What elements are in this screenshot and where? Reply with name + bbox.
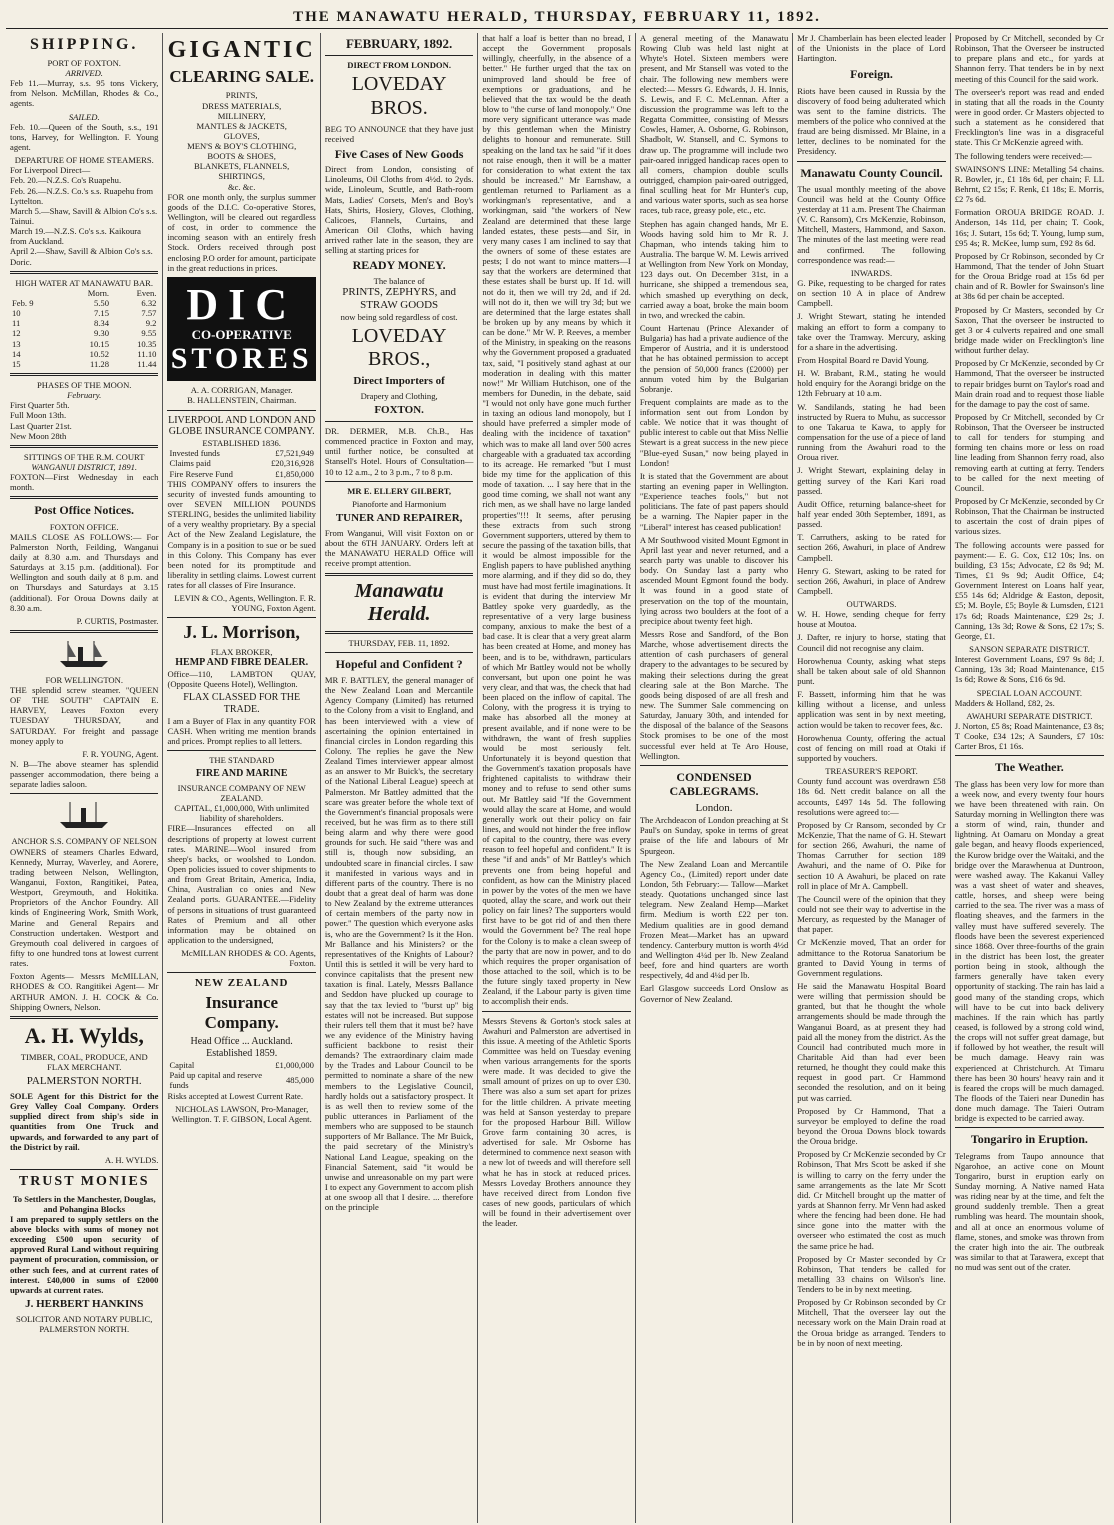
awahuri-title: AWAHURI SEPARATE DISTRICT.	[966, 710, 1093, 721]
cable-item: Earl Glasgow succeeds Lord Onslow as Governor of New Zealand.	[639, 983, 789, 1004]
table-cell: Fire Reserve Fund	[169, 468, 233, 479]
divider	[167, 972, 315, 973]
loveday-title: LOVEDAY BROS.	[351, 73, 447, 120]
herald-date: THURSDAY, FEB. 11, 1892.	[348, 637, 450, 648]
nz-title: NEW ZEALAND	[194, 977, 289, 990]
herald-title: Manawatu Herald.	[354, 579, 444, 626]
council-title: Manawatu County Council.	[800, 165, 943, 180]
resolution: Proposed by Cr McKenzie, seconded by Cr Robinson, That the Chairman be instructed to ascertain the cost of drain pipes of various sizes.	[954, 496, 1105, 537]
table-cell: 15	[12, 358, 21, 369]
trust-sub: To Settlers in the Manchester, Douglas, and Pohangina Blocks	[12, 1193, 156, 1214]
wellington-text: THE splendid screw steamer. "QUEEN OF THE SOUTH" CAPTAIN E. HARVEY, Leaves Foxton every TUESDAY THURSDAY, and SATURDAY. For freight and passage money apply to	[10, 685, 159, 746]
cable-item: The New Zealand Loan and Mercantile Agency Co., (Limited) report under date London, 5th February:— Tallow—Market steady. Quotations unchanged since last telegram. New Zealand Hemp—Market firm. Medium is worth £22 per ton. Medium qualities are in good demand Frozen Meat—Market has an upward tendency. Canterbury mutton is worth 4½d and Wellington 4¼d per lb. New Zealand beef, fore and hind quarters are worth respectively, 4d and 4¼d per lb.	[639, 858, 789, 981]
treasurer-text: County fund account was overdrawn £58 18s 6d. Nett credit balance on all the accounts, £497 14s 5d. The following resolutions were agreed to:—	[797, 776, 946, 817]
port-line: PORT OF FOXTON.	[47, 57, 121, 68]
outwards-item: J. Dafter, re injury to horse, stating that Council did not recognise any claim.	[797, 632, 946, 653]
foreign-text: Riots have been caused in Russia by the discovery of food being adulterated which was sent to the famine districts. The members of the police who connived at the fraud are being dismissed. Mr Blaine, in a letter, declines to be nominated for the Presidency.	[797, 85, 946, 157]
table-row	[10, 298, 158, 308]
table-cell: 10.15	[89, 338, 110, 349]
standard-capital: CAPITAL, £1,000,000, With unlimited liability of shareholders.	[174, 803, 309, 824]
wellington-title: FOR WELLINGTON.	[45, 674, 123, 685]
table-row	[167, 458, 315, 468]
table-cell: Morn.	[87, 287, 110, 298]
cases-title: Five Cases of New Goods	[334, 146, 464, 161]
steamship-icon	[56, 798, 112, 832]
table-cell: 7.15	[93, 308, 110, 319]
resolution: Proposed by Cr Masters, seconded by Cr Saxon, That the overseer be instructed to get 3 or 4 culverts repaired and one small bridge made wider on Frecklington's line without further delay.	[954, 304, 1105, 356]
departure-item: For Liverpool Direct—	[10, 165, 91, 176]
correspondence-item: Audit Office, returning balance-sheet for half year ended 30th September, 1891, as passed.	[797, 498, 946, 530]
sale-item: DRESS MATERIALS,	[202, 100, 282, 111]
table-cell: Capital	[169, 1060, 195, 1071]
morrison-sub1: FLAX BROKER,	[210, 646, 273, 657]
moon-month: February.	[67, 390, 102, 401]
tongariro-title: Tongariro in Eruption.	[970, 1132, 1088, 1147]
nz-sign: NICHOLAS LAWSON, Pro-Manager, Wellington. T. F. GIBSON, Local Agent.	[171, 1103, 312, 1124]
correspondence-item: W. Sandilands, stating he had been instructed by Ruera to Muhu, as successor to one Takarua te Kawa, to apply for compensation for the use of a piece of land running from the Awahuri road to the Oroua river.	[797, 401, 946, 463]
correspondence-item: From Hospital Board re David Young.	[797, 354, 929, 365]
liverpool-est: ESTABLISHED 1836.	[202, 438, 281, 449]
flax-text: I am a Buyer of Flax in any quantity FOR CASH. When writing me mention brands and prices. Prompt replies to all letters.	[167, 715, 316, 746]
condensed-title: CONDENSED CABLEGRAMS.	[669, 769, 759, 798]
regatta-text: A general meeting of the Manawatu Rowing Club was held last night at Whyte's Hotel. Sixteen members were present, and Mr Stansell was voted to the chair. The following new members were elected:— Messrs G. Edwards, J. H. Innis, S. Lewis, and F. C. McLennan. After a discussion the programme was left to the Regatta Committee, consisting of Messrs Cowles, Hamer, A. Osborne, G. Robinson, Shadbolt, W. Stansell, and C. Symons to draw up. The programme will include two pair-oared inrigged handicap races open to all comers, champion double sculls outrigged, champion pair-oared outrigged, final sculling heat for Mr Hunter's cup, and various water sports, such as sea horse races, tub race, greasy pole, etc., etc.	[639, 33, 789, 216]
tender-item: Formation OROUA BRIDGE ROAD. J. Anderson, 14s 11d, per chain; T. Cook, 16s; J. Sutart, 15s 6d; T. Young, lump sum, £95 4s; R. McKee, lump sum, £92 8s 6d.	[954, 207, 1105, 248]
table-cell: 11.28	[89, 358, 110, 369]
table-row	[167, 448, 315, 458]
local-notes: Messrs Stevens & Gorton's stock sales at Awahuri and Palmerston are advertised in this issue. A meeting of the Athletic Sports Committee was held on Tuesday evening when various arrangements for the sports were made. It was decided to give the small amount of prizes on up to over £30. There was also a sum set apart for prizes for the little children. A private meeting was held at Sanson yesterday to prepare for the proposed Harbour Bill. Willow Grove farm containing 30 acres, is advertised for sale. Mr Osborne has determined to commence next season with a new lot of tweeds and will therefore sell what he has in stock at reduced prices. Messrs Loveday Brothers announce they have received direct from London five cases of new goods, particulars of which will be found in their advertisement over the leader.	[482, 1015, 631, 1229]
doctor-text: DR. DERMER, M.B. Ch.B., Has commenced practice in Foxton and may, until further notice, be consulted at Stansell's Hotel. Hours of Consultation—10 to 12 a.m., 2 to 3 p.m., 7 to 8 p.m.	[324, 426, 474, 477]
loveday-title-2: LOVEDAY BROS.,	[351, 324, 447, 371]
column-5	[636, 33, 793, 1523]
treasurer-label: TREASURER'S REPORT.	[825, 766, 918, 777]
divider	[325, 421, 473, 422]
hope-title: Hopeful and Confident ?	[335, 656, 463, 671]
sold-text: now being sold regardless of cost.	[340, 311, 458, 322]
court-sub: WANGANUI DISTRICT, 1891.	[31, 461, 138, 472]
feb-title: FEBRUARY, 1892.	[345, 36, 453, 51]
gilbert-title: MR E. ELLERY GILBERT,	[347, 485, 451, 496]
sale-subtitle: CLEARING SALE.	[169, 67, 314, 87]
correspondence-item: T. Carruthers, asking to be rated for section 266, Awahuri, in place of Andrew Campbell.	[797, 532, 946, 563]
nz-office: Head Office ... Auckland. Established 1859.	[190, 1036, 293, 1060]
government-text: It is stated that the Government are about starting an evening paper in Wellington. "Experience teaches fools," but not politicians. The fate of past papers should be a warning. The Napier paper in the "Liberal" interest has ceased publication!	[639, 470, 789, 532]
table-cell: Feb. 9	[12, 297, 34, 308]
column-1	[6, 33, 163, 1523]
divider	[10, 1169, 158, 1170]
standard-sub2: INSURANCE COMPANY OF NEW ZEALAND.	[177, 782, 306, 804]
divider	[10, 271, 158, 274]
column-7	[951, 33, 1108, 1523]
table-cell: 10	[12, 308, 21, 319]
table-row	[10, 359, 158, 369]
table-cell: £1,000,000	[275, 1060, 314, 1071]
sanson-text: Interest Government Loans, £97 9s 8d; J. Canning, 13s 3d; Road Maintenance, £15 1s 6d; Rowe & Sons, £16 6s 9d.	[954, 654, 1105, 685]
sale-item: GLOVES,	[223, 130, 260, 141]
special-text: Madders & Holland, £82, 2s.	[954, 697, 1055, 708]
divider	[10, 496, 158, 499]
nz-table	[167, 1060, 315, 1090]
divider	[167, 750, 315, 751]
trust-text: I am prepared to supply settlers on the above blocks with sums of money not exceeding £500 upon security of approved Rural Land without requiring payment of procuration, commission, or other such fees, and at current rates of interest. £40,000 in sums of £2000 upwards at current rates.	[10, 1213, 159, 1295]
table-cell: 9.2	[145, 318, 157, 329]
dic-logo-stores: STORES	[170, 342, 313, 376]
tuner-text: From Wanganui, Will visit Foxton on or about the 6TH JANUARY. Orders left at the MANAWATU HERALD Office will receive prompt attention.	[324, 527, 474, 569]
divider	[10, 1016, 158, 1019]
departure-item: March 5.—Shaw, Savill & Albion Co's s.s. Tainui.	[10, 205, 158, 226]
liverpool-sign: LEVIN & CO., Agents, Wellington. F. R. YOUNG, Foxton Agent.	[174, 593, 316, 614]
liverpool-table	[167, 448, 315, 478]
outwards-item: Horowhenua County, offering the actual cost of fencing on mill road at Otaki if supported by vouchers.	[797, 732, 946, 764]
tuner: TUNER AND REPAIRER,	[335, 511, 463, 524]
sale-item: MILLINERY,	[217, 110, 266, 121]
post-text: MAILS CLOSE AS FOLLOWS:— For Palmerston North, Feilding, Wanganui daily at 8.30 a.m. and Thursdays and Saturdays at 3.15 p.m. (additional). For Wellington and south daily at 8 p.m. and on Thursdays and Saturdays at 3.15 (additional). For Oroua Downs daily at 8.30 a.m.	[10, 531, 159, 613]
cable-text: Frequent complaints are made as to the information sent out from London by cable. We notice that it was thought of public interest to cable out that Miss Nellie Stewart is a great success in the new piece "Blue-eyed Susan," now being played in London!	[639, 396, 789, 468]
standard-text: FIRE—Insurances effected on all descriptions of property at lowest current rates. MARINE—Wool insured from sheep's backs, or woolshed to London. Open policies issued to cover shipments to and from Great Britain, America, India, China, Australian co onies and New Zealand ports. GUARANTEE.—Fidelity of persons in situations of trust guaranteed Rates of Premium and all other information may be obtained on application to the undersigned,	[167, 823, 316, 945]
table-row	[167, 469, 315, 479]
wylds-text: SOLE Agent for this District for the Grey Valley Coal Company. Orders supplied direct from ship's side in quantities from One Truck and upwards, and forwarded to any part of the District by rail.	[10, 1091, 159, 1152]
dic-logo	[167, 277, 315, 381]
table-cell: 11.10	[137, 348, 157, 359]
table-cell: Even.	[136, 287, 157, 298]
unionist-text: Mr J. Chamberlain has been elected leader of the Unionists in the place of Lord Hartington.	[797, 33, 946, 64]
table-cell	[10, 288, 61, 298]
table-cell: 10.35	[137, 338, 157, 349]
table-cell: Invested funds	[169, 448, 220, 459]
divider	[325, 573, 473, 576]
table-row	[10, 288, 158, 298]
wellington-sign: F. R. YOUNG, Agent.	[82, 748, 159, 759]
divider	[325, 652, 473, 653]
departure-item: Feb. 26.—N.Z.S. Co.'s s.s. Ruapehu from Lyttelton.	[10, 185, 154, 206]
post-sign: P. CURTIS, Postmaster.	[76, 615, 159, 626]
sanson-title: SANSON SEPARATE DISTRICT.	[969, 644, 1090, 655]
moon-title: PHASES OF THE MOON.	[37, 379, 132, 390]
table-cell: 485,000	[285, 1075, 314, 1086]
hankins-title: J. HERBERT HANKINS	[25, 1297, 144, 1310]
outwards-item: F. Bassett, informing him that he was killing without a license, and unless application was sent in by next meeting, action would be taken to recover fees, &c.	[797, 689, 946, 730]
divider	[482, 1011, 630, 1012]
table-row	[10, 308, 158, 318]
sailed-label: SAILED.	[68, 111, 100, 122]
table-cell: £20,316,928	[270, 458, 314, 469]
table-cell: £7,521,949	[275, 448, 314, 459]
table-cell: 11	[12, 318, 21, 329]
standard-title: THE STANDARD	[209, 754, 275, 765]
anchor-text: OWNERS of steamers Charles Edward, Kennedy, Murray, Waverley, and Aorere, trading between Nelson, Wellington, Wanganui, Foxton, Rangitikei, Patea, Westport, Greymouth, and Hokitika. Proprietors of the Anchor Foundry. All kinds of Engineering Work, Smith Work, Marine and General Repairs and Construction undertaken. Westport and Greymouth coal delivered in cargoes of fifty to one hundred tons at lowest current rates.	[10, 846, 159, 969]
resolution: He said the Manawatu Hospital Board were willing that permission should be granted, but that he thought the whole arrangements should be made through the Wanganui Board, as at present they had paid all the money from the district. As the Council had contributed much more in Charitable Aid than had ever been returned, he thought they could make this request in good part. Cr Hammond seconded the resolution, and on it being put was carried.	[797, 980, 946, 1103]
court-title: SITTINGS OF THE R.M. COURT	[23, 451, 145, 462]
sale-item: &c. &c.	[227, 181, 256, 192]
foxton: FOXTON.	[374, 404, 424, 417]
departure-title: DEPARTURE OF HOME STEAMERS.	[14, 155, 154, 166]
column-6	[793, 33, 950, 1523]
divider	[797, 161, 945, 162]
columns	[6, 33, 1108, 1523]
bon-marche-text: Messrs Rose and Sandford, of the Bon Marche, whose advertisement directs the attention of cash purchasers of general drapery to the advantages to be secured by making their selections during the great clearing sale at the Bon Marche. The goods being disposed of are all fresh and new. The Summer Sale commencing on Saturday, January 30th, and intended for the disposal of the balance of the Seasons Stock promises to be one of the most successful ever held at Te Aro House, Wellington.	[639, 629, 789, 761]
loveday-text: BEG TO ANNOUNCE that they have just received	[324, 123, 474, 144]
weather-text: The glass has been very low for more than a week now, and every twenty four hours we have been threatened with rain. On Saturday morning in Wellington there was a storm of wind, rain, thunder and lightning. At Oamaru on Monday a great gale began, and heavy floods experienced, the Kurow bridge over the Waitaki, and the bridge over the Marawhenua at Duntroon, were washed away. The Kakanui Valley was a vast sheet of water and sheaves, cattle, horses, and sheep were being carried to the sea. The river was a mass of floating sheaves, and the farmers in the valley must have suffered severely. The floods have been the severest experienced since 1868. Over three-fourths of the grain in the district has been lost, the greater portion being in stook, although the farmers generally have taken every opportunity of stacking. The rain has laid a good many of the standing crops, which will have to be cut into back delivery machines. If the rain which has partly ceased, is followed by a strong cold wind, the crops will not suffer great damage, but if followed by hot weather, the result will be much damage. Heavy rain was experienced at Christchurch. At Timaru there has been 30 hours' heavy rain and it is feared the crops will be much damaged. The floods of the Taieri near Dunedin has done much damage. The Taieri Outram bridge is expected to be carried away.	[954, 778, 1105, 1124]
divider	[10, 373, 158, 376]
flax-title: FLAX CLASSED FOR THE TRADE.	[183, 691, 301, 715]
resolution: Proposed by Cr Robinson, seconded by Cr Hammond, That the tender of John Stuart for the Oroua Bridge road at 15s 6d per chain and of R. Bowler for Swainson's line at 38s 6d per chain be accepted.	[954, 250, 1105, 302]
liverpool-title: LIVERPOOL AND LONDON AND GLOBE INSURANCE COMPANY.	[168, 414, 316, 438]
sale-item: SHIRTINGS,	[218, 171, 265, 182]
wylds-title: A. H. Wylds,	[24, 1022, 144, 1048]
morrison-sub2: HEMP AND FIBRE DEALER.	[175, 656, 309, 668]
standard-sub: FIRE AND MARINE	[195, 768, 288, 780]
article-text: MR F. BATTLEY, the general manager of the New Zealand Loan and Mercantile Agency Company (Limited) has returned to the Colony from a visit to England, and has been interviewed with a view of ascertaining the opinion entertained in financial circles in London regarding this Colony. The replies he gave the New Zealand Times interviewer appear almost as an answer to Mr Buick's, the secretary of the National Liberal League) speech at Palmerston. Mr Battley admitted that the scare was greater before the whole text of the Government's financial proposals were received, but he was firm as to there still being alarm and why there were good grounds for such. He said "there was and still is, though now subsiding, an undoubted scare in financial circles. I saw it manifested in various ways and in different parts of the country. There is no doubt that a great deal of harm was done to New Zealand by the extreme utterances of certain members of the party now in power." The question which everyone asks is, who are the Government? Is it the Hon. Mr Ballance and his Ministers? or the representatives of the Knights of Labour? Until this is settled it will be very hard to convince capitalists that the present new taxation is final. Lately, Messrs Ballance and Seddon have plucked up courage to say that the tax levied to "burst up" big estates will not be increased. But suppose their rulers tell them that it must be? have we any evidence of the Ministry having sufficient backbone to resist their demands? The extraordinary claim made by the Trades and Labour Council to be permitted to nominate a share of the new members to the Legislative Council, hardly holds out a satisfactory prospect. It is as well then to review some of the public utterances in Parliament of the members who are supposed to be staunch supporters of Mr Ballance. The Mr Buick, the paid secretary of the Ministry's National Land League, speaking on the Financial Satement, said "it would be unwise and unreasonable on my part were I to expect any Government to accom plish at one swoop all that I desire. ... therefore on the principle	[324, 675, 474, 1213]
hightide-table	[10, 288, 158, 369]
article-continued: that half a loaf is better than no bread, I accept the Government proposals willingly, cheerfully, in the absence of a better." He further urged that the tax on unimproved land should be free of exemptions or graduations, and he believed that the tax would be the death blow to "the curse of land monopoly." One more very significant utterance was made by this gentleman when the Ministry delights to honour and remunerate. Still speaking on the land tax he said "if it does not raise enough, then it will be a matter for consideration to what extent the tax should be increased." Mr Earnshaw, a gentleman returned to Parliament as a workingman's representative, and a workingman, said "the workers of New Zealand are determined that these large landed estates, these pests—and Sir, in very many cases I am inclined to say that the owners of some of these estates are pests; I do not want to mince matters—I say that the workers are determined that these estates shall be burst up. If 1d. will not do it, then we will try 2d, and if 2d. will not do it, then we will try 3d; but we are determined that the large estates shall be broken up by any means by which it can be done." Mr W. P. Reeves, a member of the Ministry, in speaking on the reasons why the Government proposed a graduated tax, said, "I positively stand aghast at our moderation in dealing with this matter now!" Mr William Hutchison, one of the members for Dunedin, in the debate, said "I would not only have gone much further in taxing an odious land monopoly, but I should have preferred a simpler mode of dealing with the incidence of taxation" which was to make all land over 500 acres chargeable with a graduated tax according to its acreage. He remarked "but I must bide my time for the application of this mode of taxation. ... I say here that in the good time coming, we shall not want any rich men, as we shall have no large landed properties"!!! It seems, after perusing these extracts from such strong Government supporters, uttered by them to secure the passing of the taxation bills, that it would be almost impossible for the English papers to have published anything more alarming, and if they did so do, they must have had most fertile imaginations. It is evident that during the interview Mr Battley spoke very guardedly, as the representative of a very large business company, anxious to make the best of a bad case. It is clear that a very great alarm has been created at Home, and money has been, and is to be, withdrawn, particulars of which Mr Battley would not be wholly conversant, but upon one point he was very clear, and that was, the check that had been placed on the inflow of capital. The Colony, with the progress it is trying to make has absorbed all the money at present available, and if none were to be withdrawn, the want of fresh supplies would be most seriously felt. Unfortunately it is beyond question that the Government's taxation proposals have frightened capitalists to withdraw their money and to refuse to send other sums out. Mr Battley said "If the Government would allay the scare at Home, and would generally work out their policy on fair lines, and would not hinder the free inflow of capital to the country, there was every reason to feel hopeful and confident." It is these "if and ands" of Mr Battley's which prevents one from being hopeful and confident, as how can the Ministry placed in power by the votes of the men we have quoted, allay the scare, and work out their policy on fair lines? The supporters would first have to be got rid of and then there would the Government be? The real hope for the Colony is to make a clean sweep of the party that are now in power, and to do which requires the proper organisation of those attached to the soil, which is to be the future singly taxed property in New Zealand, if the Labour party is given time to accomplish their ends.	[482, 33, 631, 1007]
sale-item: MEN'S & BOY'S CLOTHING,	[187, 141, 297, 152]
divider	[167, 410, 315, 411]
departure-item: April 2.—Shaw, Savill & Albion Co's s.s. Doric.	[10, 246, 153, 267]
importers: Direct Importers of	[353, 374, 445, 387]
moon-line: Last Quarter 21st.	[10, 420, 72, 431]
liverpool-text: THIS COMPANY offers to insurers the security of invested funds amounting to over SEVEN MILLION POUNDS STERLING, besides the unlimited liability of a very wealthy proprietary. By a special Act of the New Zealand Legislature, the Company is in a position to sue or be sued in this Colony. This Company has ever been noted for its promptitude and liberality in settling claims. Lowest current rates for all classes of Fire Insurance.	[167, 478, 316, 591]
weather-title: The Weather.	[995, 760, 1064, 775]
sale-items	[167, 90, 315, 191]
table-cell: 7.57	[141, 308, 157, 319]
sailed-text: Feb. 10.—Queen of the South, s.s., 191 tons, Harvey, for Wellington. F. Young agent.	[10, 121, 159, 152]
sale-item: BOOTS & SHOES,	[207, 151, 276, 162]
departure-item: March 19.—N.Z.S. Co's s.s. Kaikoura from Auckland.	[10, 226, 141, 247]
ready-money: READY MONEY.	[352, 258, 446, 273]
table-cell: Claims paid	[169, 458, 211, 469]
departure-item: Feb. 20.—N.Z.S. Co's Ruapehu.	[10, 175, 122, 186]
table-row	[10, 328, 158, 338]
divider	[10, 630, 158, 633]
outwards-item: Horowhenua County, asking what steps shall be taken about sale of old Shannon punt.	[797, 655, 946, 687]
tender-item: SWAINSON'S LINE: Metalling 54 chains. R. Bowler, jr., £1 18s 6d, per chain; F. LL Behrnt, £2 15s; F. Renk, £1 18s; E. Morris, £2 7s 6d.	[954, 163, 1105, 205]
divider	[325, 55, 473, 56]
awahuri-text: J. Norton, £5 8s; Road Maintenance, £3 8s; T Cooke, £34 12s; A Saunders, £7 10s: Carter Bros, £1 16s.	[954, 721, 1105, 752]
table-row	[10, 318, 158, 328]
resolution: The overseer's report was read and ended in stating that all the roads in the County were in good order. Cr Masters objected to such a statement as he considered that Frecklington's line was in a disgraceful state. This Cr McKenzie agreed with.	[954, 86, 1105, 148]
divider	[640, 765, 788, 766]
correspondence-item: G. Pike, requesting to be charged for rates on section 10 A in place of Andrew Campbell.	[797, 277, 946, 309]
resolution: Proposed by Cr Ransom, seconded by Cr McKenzie, That the name of G. H. Stewart for section 266, Awahuri, the name of Thomas Carruther for section 189 Awahuri, and the name of O. Pike for section 10 A Awahuri, be placed on rate roll in place of Mr A. Campbell.	[797, 819, 946, 891]
tongariro-text: Telegrams from Taupo announce that Ngarohoe, an active cone on Mount Tongariro, burst in eruption early on Sunday morning. A Native named Hata was riding near by at the time, and felt the ground suddenly tremble. Then a great rumbling was heard. The mountain shook, and all at once an enormous volume of flame, stones, and smoke was thrown from the crater high into the air. The outbreak was similar to that at Tarawera, except that no mud was sent out of the crater.	[954, 1150, 1105, 1273]
column-3	[321, 33, 478, 1523]
outwards-item: W. H. Howe, sending cheque for ferry house at Moutoa.	[797, 609, 946, 630]
direct-title: DIRECT FROM LONDON.	[347, 60, 451, 71]
trust-title: TRUST MONIES	[18, 1174, 150, 1190]
anchor-title: ANCHOR S.S. COMPANY OF NELSON	[11, 836, 157, 847]
cases-text: Direct from London, consisting of Linoleums, Oil Cloths from 4½d. to 2yds. wide, Linoleum, Scuttle, and Bath-room Mats, Ladies' Corsets, Men's and Boy's Hats, Shirts, Hosiery, Gloves, Clothing, Calicoes, Flannels, Curtains, and American Oil Cloths, which having arrived rather late in the season, they are selling at starting prices for	[324, 164, 474, 256]
divider	[325, 631, 473, 634]
egmont-text: A Mr Southwood visited Mount Egmont in April last year and never returned, and a search party was unable to discover his body. On Sunday last a party who ascended Mount Egmont found the body. It was found in a good state of preservation on the top of the mountain, lying across two boulders at the foot of a precipice about twenty feet high.	[639, 534, 789, 626]
dic-logo-text: DIC	[186, 279, 298, 329]
hightide-title: HIGH WATER AT MANAWATU BAR.	[15, 277, 154, 288]
table-cell: 9.30	[93, 328, 110, 339]
dic-logo-sub: CO-OPERATIVE	[191, 326, 292, 342]
moon-line: First Quarter 5th.	[10, 400, 70, 411]
table-cell: 12	[12, 328, 21, 339]
table-cell: Paid up capital and reserve funds	[169, 1070, 263, 1091]
table-cell: 5.50	[93, 297, 110, 308]
dic-sign-1: A. A. CORRIGAN, Manager.	[190, 385, 293, 396]
sale-item: MANTLES & JACKETS,	[196, 120, 287, 131]
london-title: London.	[695, 802, 733, 815]
morrison-addr: Office—110, LAMBTON QUAY, (Opposite Queens Hotel), Wellington.	[167, 668, 316, 689]
steamship-icon	[56, 637, 112, 671]
divider	[955, 1127, 1104, 1128]
hartenau-text: Count Hartenau (Prince Alexander of Bulgaria) has had a private audience of the Emperor of Austria, and it is understood that he has obtained permission to accept the pension of 50,000 francs (£2000) per annum voted him by the Bulgarian Sobranje.	[639, 322, 789, 394]
special-title: SPECIAL LOAN ACCOUNT.	[976, 687, 1082, 698]
resolution: Proposed by Cr Hammond, That a surveyor be employed to define the road beyond the Oroua Downs block towards the Oroua bridge.	[797, 1105, 946, 1147]
table-cell: 10.52	[89, 348, 110, 359]
balance-text: The balance of	[373, 275, 425, 286]
post-title: Post Office Notices.	[34, 503, 135, 518]
sale-item: BLANKETS, FLANNELS,	[194, 161, 290, 172]
divider	[10, 445, 158, 448]
tenders-intro: The following tenders were received:—	[954, 150, 1092, 161]
post-sub: FOXTON OFFICE.	[49, 521, 119, 532]
wylds-sign: A. H. WYLDS.	[104, 1154, 159, 1165]
resolution: Proposed by Cr McKenzie seconded by Cr Robinson, That Mrs Scott be asked if she is willing to carry on the ferry under the same arrangements as the late Mr Scott did. Cr Mitchell brought up the matter of yards at Shannon ferry. Mr Venn had asked where the fencing had been done. He had since gone into the matter with the overseer who estimated the cost as much the same price he had.	[797, 1149, 946, 1251]
hankins-sub: SOLICITOR AND NOTARY PUBLIC, PALMERSTON NORTH.	[16, 1313, 153, 1335]
divider	[955, 755, 1104, 756]
sale-title: GIGANTIC	[167, 37, 316, 63]
table-cell: £1,850,000	[275, 468, 314, 479]
divider	[10, 793, 158, 794]
nz-text: Risks accepted at Lowest Current Rate.	[167, 1090, 304, 1101]
departure-list	[10, 165, 158, 266]
arrived-text: Feb 11.—Murray, s.s. 95 tons Vickery, from Nelson. McMillan, Rhodes & Co., agents.	[10, 78, 159, 109]
council-intro: The usual monthly meeting of the above Council was held at the County Office yesterday at 11 a.m. Present The Chairman (V. C. Ransom), Crs McKenzie, Robinson, Mitchell, Masters, Hammond, and Saxon. The minutes of the last meeting were read and confirmed. The following correspondence was read:—	[797, 183, 946, 265]
correspondence-item: J. Wright Stewart, stating he intended making an effort to form a company to take over the Tramway. Mercury, asking for a share in the advertising.	[797, 311, 946, 352]
table-cell: 6.32	[141, 297, 157, 308]
sale-text: FOR one month only, the surplus summer goods of the D.I.C. Co-operative Stores, Wellington, will be cleared out regardless of cost, in order to commence the incoming season with an entirely fresh Stock. Orders received through post enclosing P.O order for amount, participate in the great reductions in prices.	[167, 191, 316, 273]
resolution: Proposed by Cr Robinson seconded by Cr Mitchell, That the overseer lay out the necessary work on the Main Drain road at the Oroua bridge as arranged. Tenders to be in by noon of next meeting.	[797, 1297, 946, 1348]
resolution: Proposed by Cr McKenzie, seconded by Cr Hammond, That the overseer be instructed to repair bridges burnt on Taylor's road and Main drain road and to request those liable for the damage to pay the cost of same.	[954, 358, 1105, 409]
outwards-label: OUTWARDS.	[846, 599, 897, 610]
court-text: FOXTON—First Wednesday in each month.	[10, 472, 159, 493]
column-2	[163, 33, 320, 1523]
table-row	[167, 1060, 315, 1070]
resolution: The Council were of the opinion that they could not see their way to advertise in the Mercury, as requested by the Manager of that paper.	[797, 893, 946, 935]
morrison-title: J. L. Morrison,	[183, 622, 300, 643]
drapery: Drapery and Clothing,	[360, 390, 438, 401]
accounts-text: The following accounts were passed for payment:— E. G. Cox, £12 10s; Ins. on building, £3 15s; Advocate, £2 8s 9d; M. Times, £1 9s 9d; Audit Office, £4; Government Interest on Loans half year, £55 14s 6d; Aldridge & Easton, deposit, £5; M. Boyle, £5; Boyle & Lumsden, £121 17s 6d; Roads Maintenance, £29 2s; J. Canning, 13s 3d; Rowe & Sons, £2 17s; S. George, £1.	[954, 539, 1105, 641]
table-cell: 9.55	[141, 328, 157, 339]
cable-item: The Archdeacon of London preaching at St Paul's on Sunday, spoke in terms of great praise of the life and labours of Mr Spurgeon.	[639, 815, 789, 856]
nz-big: Insurance Company.	[204, 993, 279, 1033]
correspondence-item: Henry G. Stewart, asking to be rated for section 266, Awahuri, in place of Andrew Campbell.	[797, 565, 946, 596]
shipping-title: SHIPPING.	[30, 36, 139, 53]
correspondence-item: J. Wright Stewart, explaining delay in getting survey of the Kari Kari road passed.	[797, 465, 946, 496]
foreign-title: Foreign.	[850, 67, 893, 82]
moon-line: New Moon 28th	[10, 430, 67, 441]
divider	[325, 481, 473, 482]
table-row	[10, 339, 158, 349]
wreck-text: Stephen has again changed hands, Mr E. Woods having sold him to Mr R. J. Chapman, who intends taking him to Australia. The barque W. M. Lewis arrived at Wellington from New York on Monday, 123 days out. On December 31st, in a hurricane, she shipped a tremendous sea, which smashed up everything on deck, carried away a boat, broke the main boom in two, and wrecked the cabin.	[639, 218, 789, 320]
resolution: Proposed by Cr Master seconded by Cr Robinson, That tenders be called for metalling 33 chains on Wilson's line. Tenders to be in by next meeting.	[797, 1253, 946, 1295]
moon-line: Full Moon 13th.	[10, 410, 67, 421]
dic-sign-2: B. HALLENSTEIN, Chairman.	[187, 395, 297, 406]
table-cell: 8.34	[93, 318, 110, 329]
inwards-label: INWARDS.	[850, 267, 893, 278]
wylds-place: PALMERSTON NORTH.	[26, 1075, 142, 1088]
table-cell: 13	[12, 338, 21, 349]
column-4	[478, 33, 635, 1523]
correspondence-item: H. W. Brabant, R.M., stating he would hold enquiry for the Aorangi bridge on the 12th February at 10 a.m.	[797, 368, 946, 399]
prints-line: PRINTS, ZEPHYRS, and STRAW GOODS	[342, 285, 456, 311]
wylds-sub: TIMBER, COAL, PRODUCE, AND FLAX MERCHANT.	[20, 1051, 148, 1072]
table-cell: 11.44	[137, 358, 157, 369]
divider	[167, 617, 315, 618]
gilbert-sub: Pianoforte and Harmonium	[352, 498, 447, 509]
anchor-agents: Foxton Agents— Messrs McMILLAN, RHODES & CO. Rangitikei Agent— Mr ARTHUR AMON. J. H. COCK & Co. Shipping Owners, Nelson.	[10, 971, 159, 1012]
resolution: Proposed by Cr Mitchell, seconded by Cr Robinson, That the Overseer be instructed to call for tenders for stumping and forming ten chains more or less on road line leading from Shannon ferry road, also removing earth at cutting at ferry. Tenders to be called for the next meeting of Council.	[954, 411, 1105, 493]
standard-sign: McMILLAN RHODES & CO. Agents, Foxton.	[181, 948, 316, 969]
resolution: Proposed by Cr Mitchell, seconded by Cr Robinson, That the Overseer be instructed to prepare plans and etc., for yards at Shannon ferry. That tenders be in by next meeting of this Council for the said work.	[954, 33, 1105, 84]
table-cell: 14	[12, 348, 21, 359]
masthead: THE MANAWATU HERALD, THURSDAY, FEBRUARY 11, 1892.	[6, 6, 1108, 29]
resolution: Cr McKenzie moved, That an order for admittance to the Rotorua Sanatorium be granted to David Young in terms of Government regulations.	[797, 937, 946, 978]
table-row	[10, 349, 158, 359]
wellington-nb: N. B—The above steamer has splendid passenger accommodation, there being a separate ladies saloon.	[10, 759, 159, 790]
sale-item: PRINTS,	[225, 90, 258, 101]
table-row	[167, 1070, 315, 1090]
arrived-label: ARRIVED.	[65, 68, 103, 79]
